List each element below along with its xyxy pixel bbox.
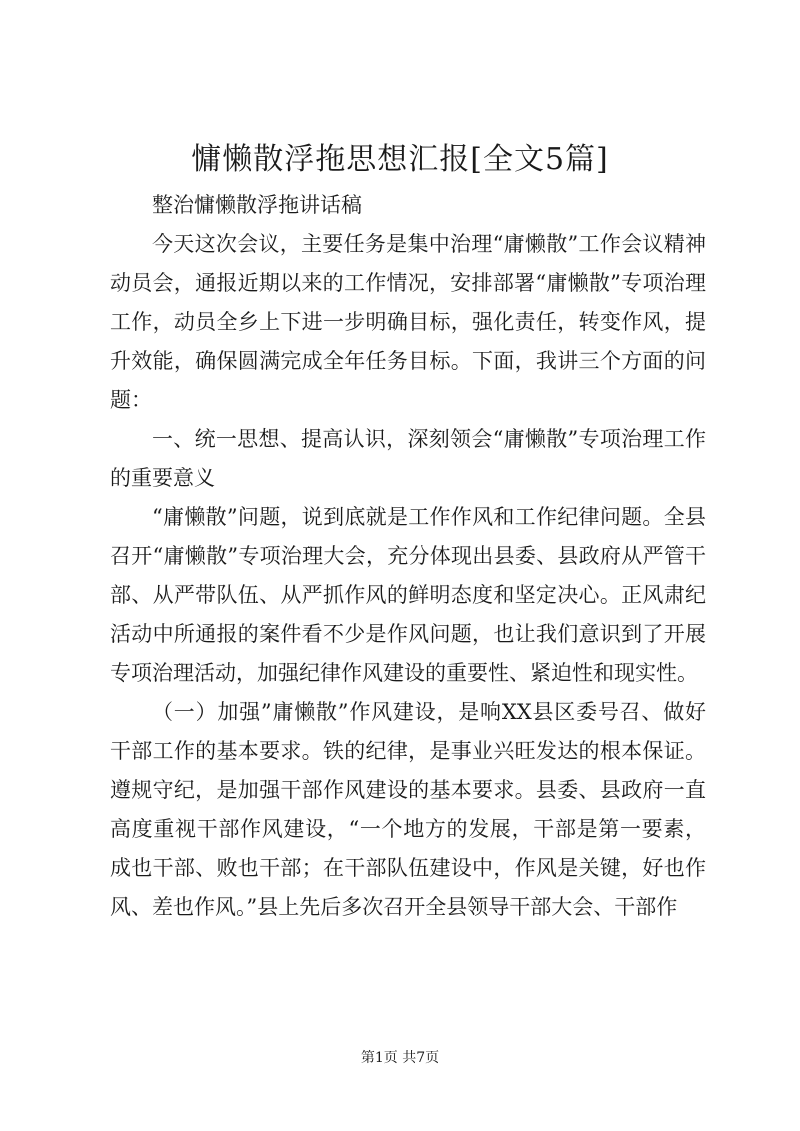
document-body xyxy=(110,186,706,927)
document-title: 慵懒散浮拖思想汇报[全文5篇] xyxy=(191,142,609,177)
body-paragraph: 今天这次会议，主要任务是集中治理“庸懒散”工作会议精神动员会，通报近期以来的工作情况，安排部署“庸懒散”专项治理工作，动员全乡上下进一步明确目标，强化责任，转变作风，提升效能，确保圆满完成全年任务目标。下面，我讲三个方面的问题： xyxy=(110,232,706,412)
page-footer xyxy=(0,1048,800,1068)
section-heading: 一、统一思想、提高认识，深刻领会“庸懒散”专项治理工作的重要意义 xyxy=(110,427,706,490)
body-paragraph: （一）加强”庸懒散”作风建设，是响XX县区委号召、做好干部工作的基本要求。铁的纪律，是事业兴旺发达的根本保证。遵规守纪，是加强干部作风建设的基本要求。县委、县政府一直高度重视干部作风建设，“一个地方的发展，干部是第一要素，成也干部、败也干部；在干部队伍建设中，作风是关键，好也作风、差也作风。”县上先后多次召开全县领导干部大会、干部作 xyxy=(110,700,706,919)
page-number: 第1页 共7页 xyxy=(360,1050,440,1066)
body-paragraph: “庸懒散”问题，说到底就是工作作风和工作纪律问题。全县召开“庸懒散”专项治理大会，充分体现出县委、县政府从严管干部、从严带队伍、从严抓作风的鲜明态度和坚定决心。正风肃纪活动中所通报的案件看不少是作风问题，也让我们意识到了开展专项治理活动，加强纪律作风建设的重要性、紧迫性和现实性。 xyxy=(110,505,706,685)
subtitle-paragraph: 整治慵懒散浮拖讲话稿 xyxy=(152,193,362,217)
